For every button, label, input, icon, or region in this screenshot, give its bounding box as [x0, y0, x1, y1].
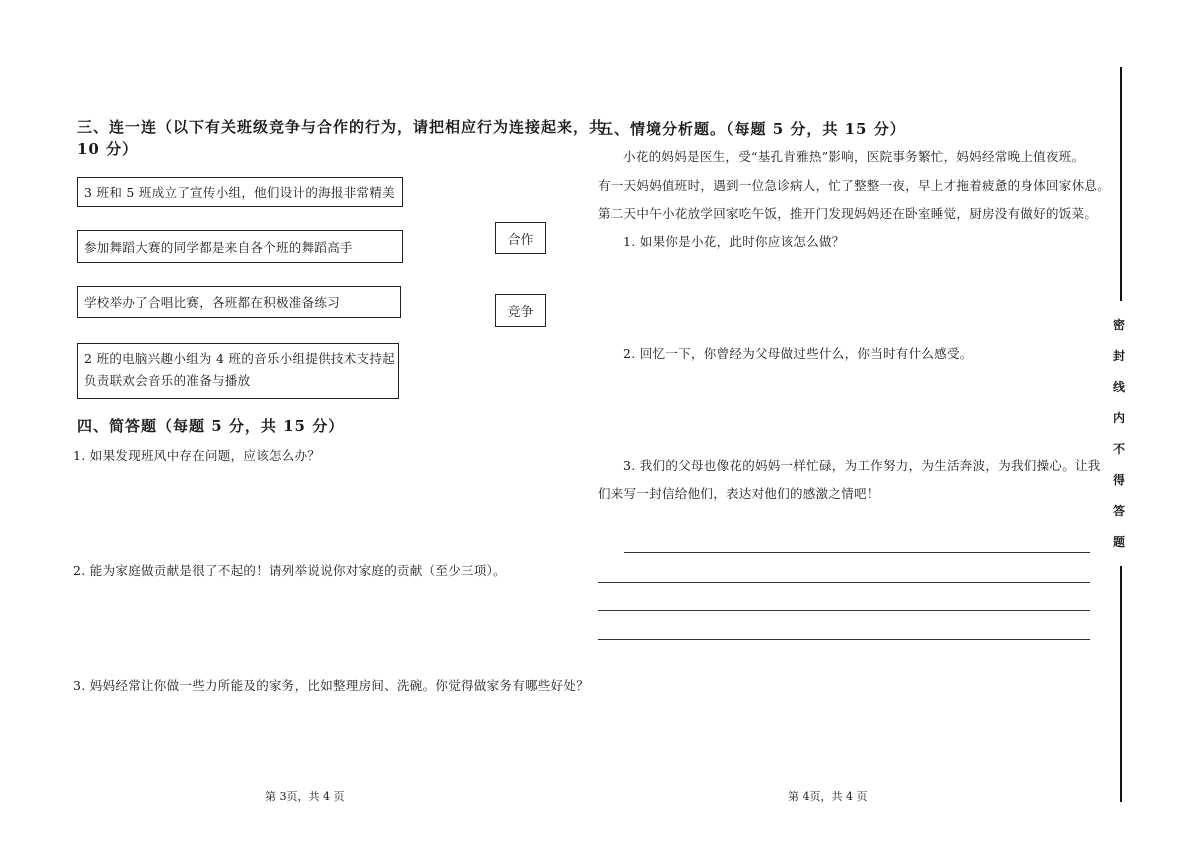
binding-char: 封	[1112, 349, 1125, 363]
section3-heading: 三、连一连（以下有关班级竞争与合作的行为，请把相应行为连接起来，共	[77, 118, 606, 136]
match-item-3[interactable]	[77, 286, 401, 318]
match-item-2-text: 参加舞蹈大赛的同学都是来自各个班的舞蹈高手	[84, 239, 353, 255]
option-competition-label: 竞争	[507, 305, 534, 320]
binding-char: 答	[1112, 504, 1125, 518]
section5-question-2: 2. 回忆一下，你曾经为父母做过些什么，你当时有什么感受。	[623, 346, 973, 361]
match-item-1[interactable]	[77, 177, 403, 207]
section4-question-2: 2. 能为家庭做贡献是很了不起的！请列举说说你对家庭的贡献（至少三项）。	[73, 563, 506, 578]
answer-line-4[interactable]	[598, 639, 1090, 640]
section5-question-1: 1. 如果你是小花，此时你应该怎么做？	[623, 234, 845, 249]
match-item-3-text: 学校举办了合唱比赛，各班都在积极准备练习	[84, 295, 341, 310]
section5-question-3: 3. 我们的父母也像花的妈妈一样忙碌，为工作努力，为生活奔波，为我们操心。让我	[623, 458, 1101, 473]
page-footer-right: 第 4页，共 4 页	[788, 790, 868, 803]
option-cooperation-label: 合作	[507, 232, 534, 248]
match-item-2[interactable]	[77, 230, 403, 263]
section3-heading-cont: 10 分）	[77, 140, 139, 158]
option-cooperation[interactable]	[495, 222, 546, 254]
binding-char: 题	[1112, 535, 1125, 549]
match-item-4-line1: 2 班的电脑兴趣小组为 4 班的音乐小组提供技术支持起	[84, 351, 395, 366]
binding-char: 得	[1112, 473, 1125, 487]
answer-line-2[interactable]	[598, 582, 1090, 583]
binding-rule-bottom	[1120, 566, 1122, 802]
answer-line-3[interactable]	[598, 610, 1090, 611]
section5-heading: 五、情境分析题。（每题 5 分，共 15 分）	[598, 120, 906, 138]
answer-line-1[interactable]	[624, 552, 1090, 553]
section4-question-3: 3. 妈妈经常让你做一些力所能及的家务，比如整理房间、洗碗。你觉得做家务有哪些好处？	[73, 678, 590, 693]
story-line-1: 小花的妈妈是医生，受“基孔肯雅热”影响，医院事务繁忙，妈妈经常晚上值夜班。	[623, 149, 1085, 164]
section4-heading: 四、简答题（每题 5 分，共 15 分）	[77, 417, 345, 435]
match-item-1-text: 3 班和 5 班成立了宣传小组，他们设计的海报非常精美	[84, 185, 395, 200]
match-item-4-line2: 负责联欢会音乐的准备与播放	[84, 373, 251, 388]
option-competition[interactable]	[495, 294, 546, 327]
page-footer-left: 第 3页，共 4 页	[265, 790, 345, 803]
story-line-3: 第二天中午小花放学回家吃午饭，推开门发现妈妈还在卧室睡觉，厨房没有做好的饭菜。	[598, 206, 1098, 221]
section5-question-3-cont: 们来写一封信给他们，表达对他们的感激之情吧！	[598, 486, 880, 501]
binding-char: 线	[1112, 380, 1125, 394]
binding-char: 密	[1112, 318, 1125, 332]
section4-question-1: 1. 如果发现班风中存在问题，应该怎么办？	[73, 448, 321, 463]
binding-rule-top	[1120, 67, 1122, 301]
story-line-2: 有一天妈妈值班时，遇到一位急诊病人，忙了整整一夜，早上才拖着疲惫的身体回家休息。	[598, 178, 1111, 193]
match-item-4[interactable]	[77, 343, 399, 399]
binding-char: 不	[1112, 442, 1125, 456]
binding-char: 内	[1112, 411, 1125, 425]
